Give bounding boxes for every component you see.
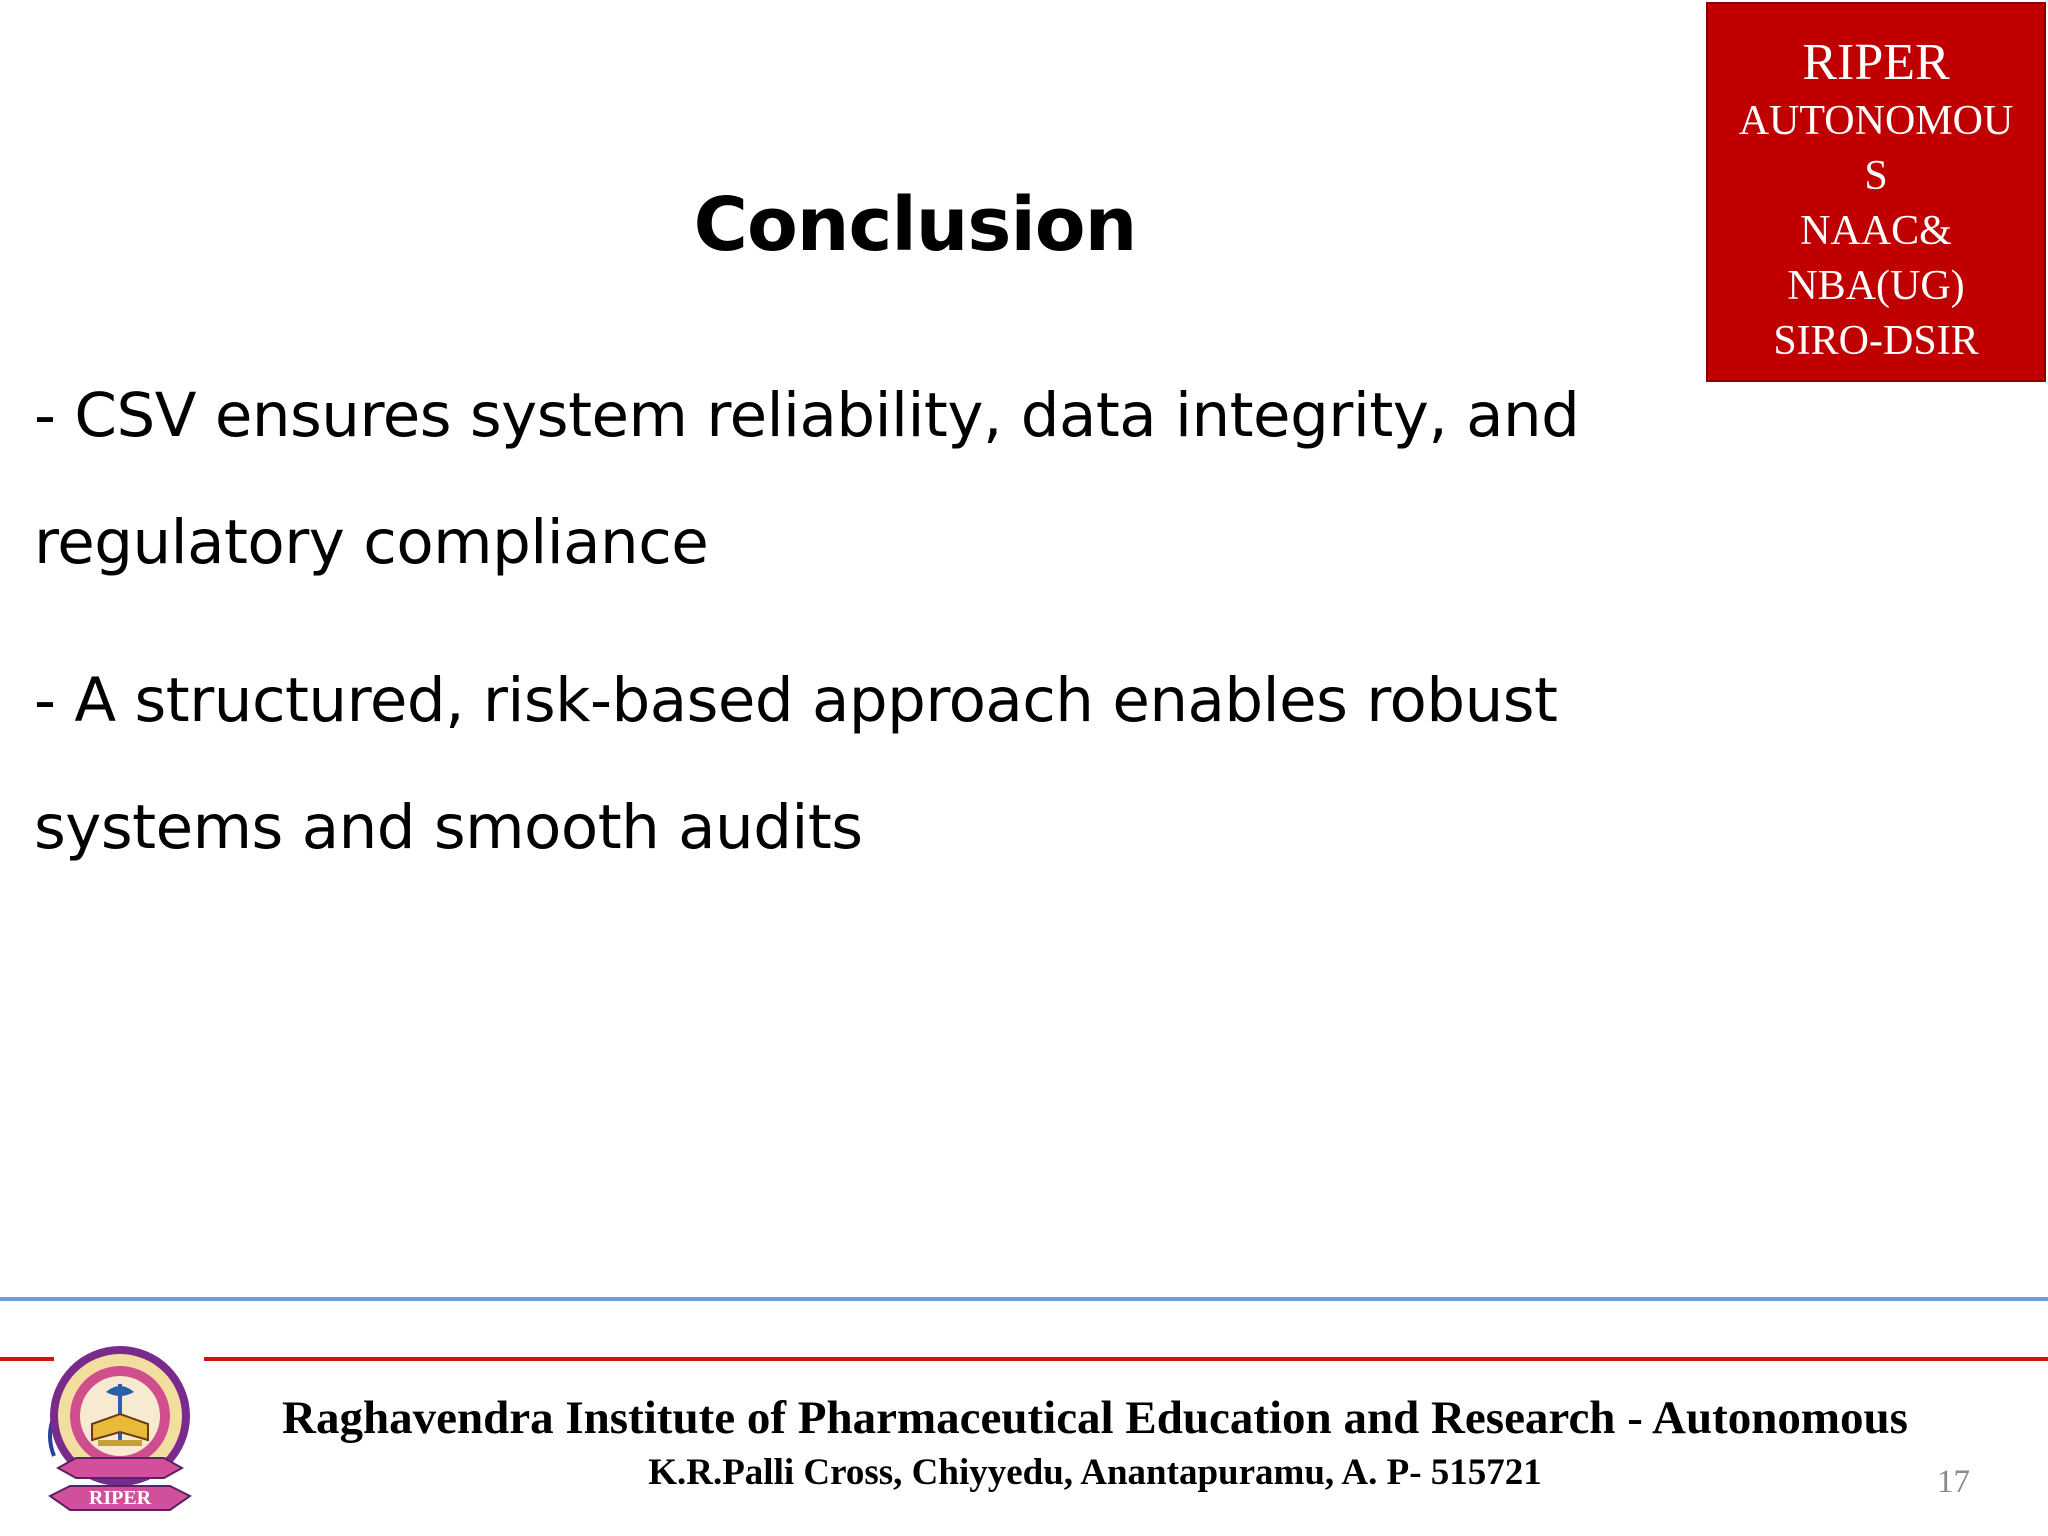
- slide-title: Conclusion: [693, 182, 1137, 268]
- bullet-text-line: - A structured, risk-based approach enables robust: [34, 665, 1558, 736]
- badge-line: AUTONOMOU: [1738, 98, 2014, 144]
- bullet-text-line: regulatory compliance: [34, 507, 709, 578]
- institute-name: Raghavendra Institute of Pharmaceutical Education and Research - Autonomous: [282, 1392, 1908, 1444]
- badge-title: RIPER: [1802, 34, 1950, 91]
- badge-line: NBA(UG): [1787, 263, 1965, 309]
- badge-line: NAAC&: [1800, 208, 1952, 254]
- bullet-text-line: - CSV ensures system reliability, data integrity, and: [34, 380, 1580, 451]
- institute-logo-icon: [40, 1336, 200, 1526]
- bullet-item: [34, 370, 1580, 624]
- bullet-text-line: systems and smooth audits: [34, 792, 863, 863]
- logo-text: RIPER: [88, 1487, 152, 1509]
- footer-divider-red: [204, 1357, 2048, 1361]
- institute-address: K.R.Palli Cross, Chiyyedu, Anantapuramu, A. P- 515721: [648, 1452, 1542, 1493]
- bullet-item: [34, 655, 1558, 909]
- badge-line: SIRO-DSIR: [1773, 318, 1979, 364]
- footer-divider-blue: [0, 1297, 2048, 1301]
- bullet-list: [34, 370, 1580, 909]
- badge-line: S: [1864, 153, 1888, 199]
- page-number: 17: [1937, 1464, 1970, 1500]
